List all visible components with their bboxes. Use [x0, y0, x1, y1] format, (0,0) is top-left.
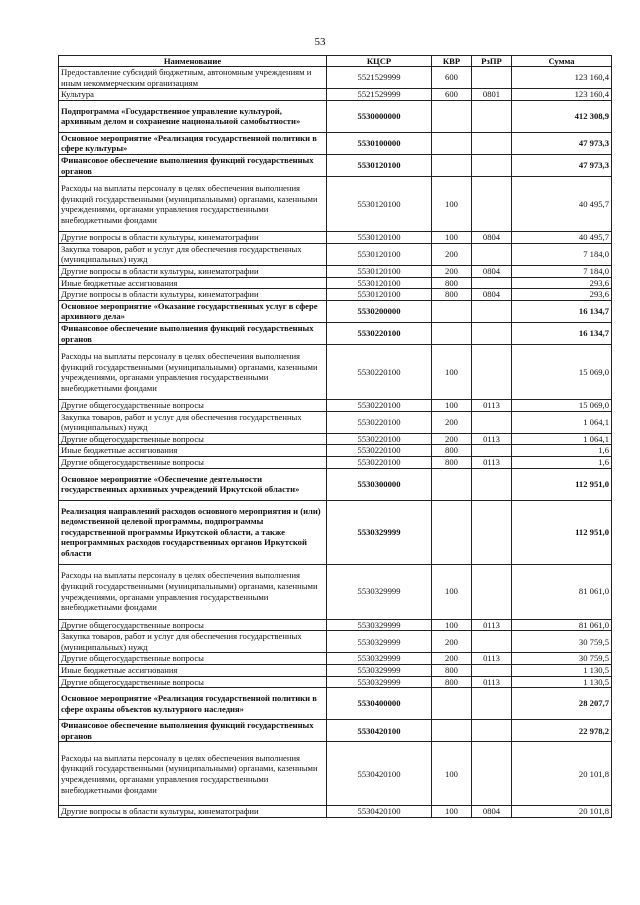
cell-kvr: 800 [432, 676, 472, 688]
cell-code: 5530100000 [327, 132, 432, 154]
table-row [59, 132, 612, 154]
cell-amount: 1,6 [512, 457, 612, 469]
cell-amount: 81 061,0 [512, 619, 612, 631]
cell-rzpr [472, 742, 512, 806]
cell-rzpr [472, 411, 512, 433]
cell-amount: 7 184,0 [512, 265, 612, 277]
table-row [59, 742, 612, 806]
cell-rzpr: 0801 [472, 89, 512, 101]
cell-kvr: 800 [432, 665, 472, 677]
cell-amount: 20 101,8 [512, 742, 612, 806]
cell-code: 5530329999 [327, 676, 432, 688]
cell-amount: 7 184,0 [512, 243, 612, 265]
cell-code: 5530200000 [327, 300, 432, 322]
cell-kvr [432, 132, 472, 154]
cell-code: 5530120100 [327, 232, 432, 244]
cell-name: Другие общегосударственные вопросы [59, 400, 327, 412]
cell-rzpr [472, 500, 512, 564]
cell-name: Финансовое обеспечение выполнения функций государственных органов [59, 154, 327, 176]
cell-name: Другие вопросы в области культуры, кинематографии [59, 806, 327, 818]
cell-code: 5530420100 [327, 742, 432, 806]
table-row [59, 411, 612, 433]
table-row [59, 468, 612, 500]
cell-code: 5530220100 [327, 457, 432, 469]
cell-code: 5530000000 [327, 100, 432, 132]
cell-amount: 123 160,4 [512, 67, 612, 89]
cell-code: 5530329999 [327, 653, 432, 665]
cell-name: Закупка товаров, работ и услуг для обеспечения государственных (муниципальных) нужд [59, 243, 327, 265]
cell-amount: 81 061,0 [512, 564, 612, 619]
cell-kvr: 800 [432, 289, 472, 301]
table-row [59, 265, 612, 277]
table-row [59, 631, 612, 653]
cell-name: Расходы на выплаты персоналу в целях обеспечения выполнения функций государственными (муниципальными) органами, казенными учреждениями, органами управления государственными внебюджетными фондами [59, 742, 327, 806]
cell-amount: 112 951,0 [512, 500, 612, 564]
cell-kvr: 200 [432, 631, 472, 653]
cell-rzpr: 0113 [472, 676, 512, 688]
cell-name: Культура [59, 89, 327, 101]
cell-name: Расходы на выплаты персоналу в целях обеспечения выполнения функций государственными (муниципальными) органами, казенными учреждениями, органами управления государственными внебюджетными фондами [59, 345, 327, 400]
table-row [59, 564, 612, 619]
cell-rzpr [472, 345, 512, 400]
table-row [59, 400, 612, 412]
cell-amount: 30 759,5 [512, 631, 612, 653]
cell-amount: 30 759,5 [512, 653, 612, 665]
cell-kvr: 100 [432, 400, 472, 412]
cell-kvr [432, 100, 472, 132]
cell-kvr: 200 [432, 411, 472, 433]
cell-name: Основное мероприятие «Обеспечение деятельности государственных архивных учреждений Иркутской области» [59, 468, 327, 500]
cell-kvr: 800 [432, 277, 472, 289]
cell-kvr [432, 468, 472, 500]
table-row [59, 806, 612, 818]
cell-name: Предоставление субсидий бюджетным, автономным учреждениям и иным некоммерческим организациям [59, 67, 327, 89]
table-row [59, 243, 612, 265]
table-row [59, 457, 612, 469]
table-row [59, 445, 612, 457]
cell-kvr [432, 720, 472, 742]
cell-code: 5530329999 [327, 631, 432, 653]
cell-rzpr [472, 177, 512, 232]
cell-amount: 16 134,7 [512, 322, 612, 344]
cell-code: 5530120100 [327, 177, 432, 232]
cell-rzpr [472, 688, 512, 720]
table-row [59, 277, 612, 289]
cell-name: Основное мероприятие «Реализация государственной политики в сфере культуры» [59, 132, 327, 154]
table-row [59, 345, 612, 400]
table-row [59, 688, 612, 720]
cell-name: Основное мероприятие «Оказание государственных услуг в сфере архивного дела» [59, 300, 327, 322]
table-row [59, 665, 612, 677]
cell-amount: 1 130,5 [512, 676, 612, 688]
cell-code: 5530329999 [327, 500, 432, 564]
cell-amount: 293,6 [512, 277, 612, 289]
cell-rzpr [472, 445, 512, 457]
cell-code: 5530420100 [327, 720, 432, 742]
table-row [59, 289, 612, 301]
cell-kvr: 100 [432, 345, 472, 400]
header-name: Наименование [59, 56, 327, 67]
cell-kvr: 600 [432, 89, 472, 101]
cell-name: Другие общегосударственные вопросы [59, 457, 327, 469]
cell-rzpr: 0113 [472, 457, 512, 469]
table-body [59, 67, 612, 818]
cell-kvr: 200 [432, 265, 472, 277]
cell-kvr: 600 [432, 67, 472, 89]
cell-code: 5530420100 [327, 806, 432, 818]
cell-amount: 412 308,9 [512, 100, 612, 132]
cell-rzpr [472, 322, 512, 344]
cell-amount: 40 495,7 [512, 177, 612, 232]
cell-name: Подпрограмма «Государственное управление культурой, архивным делом и сохранение национальной самобытности» [59, 100, 327, 132]
table-row [59, 100, 612, 132]
table-row [59, 67, 612, 89]
cell-kvr [432, 154, 472, 176]
cell-name: Расходы на выплаты персоналу в целях обеспечения выполнения функций государственными (муниципальными) органами, казенными учреждениями, органами управления государственными внебюджетными фондами [59, 177, 327, 232]
table-row [59, 322, 612, 344]
header-rzpr: РзПР [472, 56, 512, 67]
cell-name: Другие вопросы в области культуры, кинематографии [59, 289, 327, 301]
cell-code: 5530220100 [327, 433, 432, 445]
cell-kvr: 100 [432, 742, 472, 806]
table-row [59, 232, 612, 244]
cell-code: 5530120100 [327, 277, 432, 289]
cell-code: 5530300000 [327, 468, 432, 500]
cell-name: Закупка товаров, работ и услуг для обеспечения государственных (муниципальных) нужд [59, 411, 327, 433]
cell-amount: 15 069,0 [512, 345, 612, 400]
cell-name: Другие общегосударственные вопросы [59, 653, 327, 665]
cell-amount: 20 101,8 [512, 806, 612, 818]
cell-kvr: 100 [432, 564, 472, 619]
cell-rzpr [472, 277, 512, 289]
cell-rzpr [472, 631, 512, 653]
cell-code: 5530120100 [327, 154, 432, 176]
cell-rzpr: 0804 [472, 232, 512, 244]
cell-rzpr [472, 300, 512, 322]
cell-rzpr [472, 564, 512, 619]
cell-name: Другие вопросы в области культуры, кинематографии [59, 265, 327, 277]
cell-rzpr: 0804 [472, 289, 512, 301]
table-row [59, 300, 612, 322]
cell-rzpr [472, 132, 512, 154]
cell-name: Закупка товаров, работ и услуг для обеспечения государственных (муниципальных) нужд [59, 631, 327, 653]
cell-code: 5530329999 [327, 564, 432, 619]
cell-code: 5530220100 [327, 322, 432, 344]
cell-code: 5530220100 [327, 345, 432, 400]
cell-amount: 1,6 [512, 445, 612, 457]
cell-code: 5530220100 [327, 411, 432, 433]
budget-table [58, 55, 612, 818]
page-number: 53 [314, 36, 326, 48]
table-row [59, 676, 612, 688]
cell-code: 5530120100 [327, 265, 432, 277]
cell-name: Другие общегосударственные вопросы [59, 619, 327, 631]
cell-name: Иные бюджетные ассигнования [59, 665, 327, 677]
cell-amount: 15 069,0 [512, 400, 612, 412]
cell-kvr [432, 300, 472, 322]
table-row [59, 720, 612, 742]
table-header-row [59, 56, 612, 67]
cell-code: 5530220100 [327, 400, 432, 412]
cell-rzpr [472, 468, 512, 500]
cell-amount: 112 951,0 [512, 468, 612, 500]
cell-kvr: 200 [432, 243, 472, 265]
cell-name: Расходы на выплаты персоналу в целях обеспечения выполнения функций государственными (муниципальными) органами, казенными учреждениями, органами управления государственными внебюджетными фондами [59, 564, 327, 619]
cell-name: Иные бюджетные ассигнования [59, 277, 327, 289]
table-row [59, 619, 612, 631]
cell-rzpr [472, 154, 512, 176]
cell-kvr: 100 [432, 619, 472, 631]
header-kvr: КВР [432, 56, 472, 67]
cell-amount: 293,6 [512, 289, 612, 301]
cell-kvr [432, 322, 472, 344]
cell-amount: 28 207,7 [512, 688, 612, 720]
table-row [59, 154, 612, 176]
cell-rzpr: 0113 [472, 400, 512, 412]
cell-rzpr [472, 243, 512, 265]
cell-code: 5521529999 [327, 89, 432, 101]
cell-name: Финансовое обеспечение выполнения функций государственных органов [59, 720, 327, 742]
cell-rzpr: 0804 [472, 265, 512, 277]
cell-amount: 47 973,3 [512, 132, 612, 154]
table-row [59, 177, 612, 232]
cell-amount: 47 973,3 [512, 154, 612, 176]
cell-name: Реализация направлений расходов основного мероприятия и (или) ведомственной целевой программы, подпрограммы государственной программы Иркутской области, а также непрограммных расходов государственных органов Иркутской области [59, 500, 327, 564]
cell-kvr: 800 [432, 457, 472, 469]
cell-name: Основное мероприятие «Реализация государственной политики в сфере охраны объектов культурного наследия» [59, 688, 327, 720]
cell-code: 5530120100 [327, 289, 432, 301]
cell-kvr [432, 688, 472, 720]
cell-rzpr [472, 67, 512, 89]
cell-rzpr: 0804 [472, 806, 512, 818]
header-code: КЦСР [327, 56, 432, 67]
cell-code: 5530220100 [327, 445, 432, 457]
cell-rzpr [472, 100, 512, 132]
cell-amount: 16 134,7 [512, 300, 612, 322]
cell-kvr: 200 [432, 653, 472, 665]
cell-amount: 1 130,5 [512, 665, 612, 677]
cell-name: Другие общегосударственные вопросы [59, 433, 327, 445]
cell-code: 5530329999 [327, 619, 432, 631]
table-row [59, 89, 612, 101]
cell-code: 5530400000 [327, 688, 432, 720]
cell-code: 5530120100 [327, 243, 432, 265]
cell-name: Финансовое обеспечение выполнения функций государственных органов [59, 322, 327, 344]
table-row [59, 500, 612, 564]
cell-kvr: 100 [432, 232, 472, 244]
cell-code: 5530329999 [327, 665, 432, 677]
cell-code: 5521529999 [327, 67, 432, 89]
header-amount: Сумма [512, 56, 612, 67]
cell-amount: 1 064,1 [512, 433, 612, 445]
table-row [59, 433, 612, 445]
table-row [59, 653, 612, 665]
cell-name: Иные бюджетные ассигнования [59, 445, 327, 457]
cell-rzpr [472, 665, 512, 677]
cell-amount: 40 495,7 [512, 232, 612, 244]
cell-kvr: 100 [432, 177, 472, 232]
cell-rzpr [472, 720, 512, 742]
cell-amount: 123 160,4 [512, 89, 612, 101]
cell-name: Другие общегосударственные вопросы [59, 676, 327, 688]
cell-kvr: 800 [432, 445, 472, 457]
cell-rzpr: 0113 [472, 653, 512, 665]
cell-amount: 22 978,2 [512, 720, 612, 742]
cell-rzpr: 0113 [472, 433, 512, 445]
cell-name: Другие вопросы в области культуры, кинематографии [59, 232, 327, 244]
cell-rzpr: 0113 [472, 619, 512, 631]
cell-amount: 1 064,1 [512, 411, 612, 433]
cell-kvr [432, 500, 472, 564]
cell-kvr: 200 [432, 433, 472, 445]
cell-kvr: 100 [432, 806, 472, 818]
